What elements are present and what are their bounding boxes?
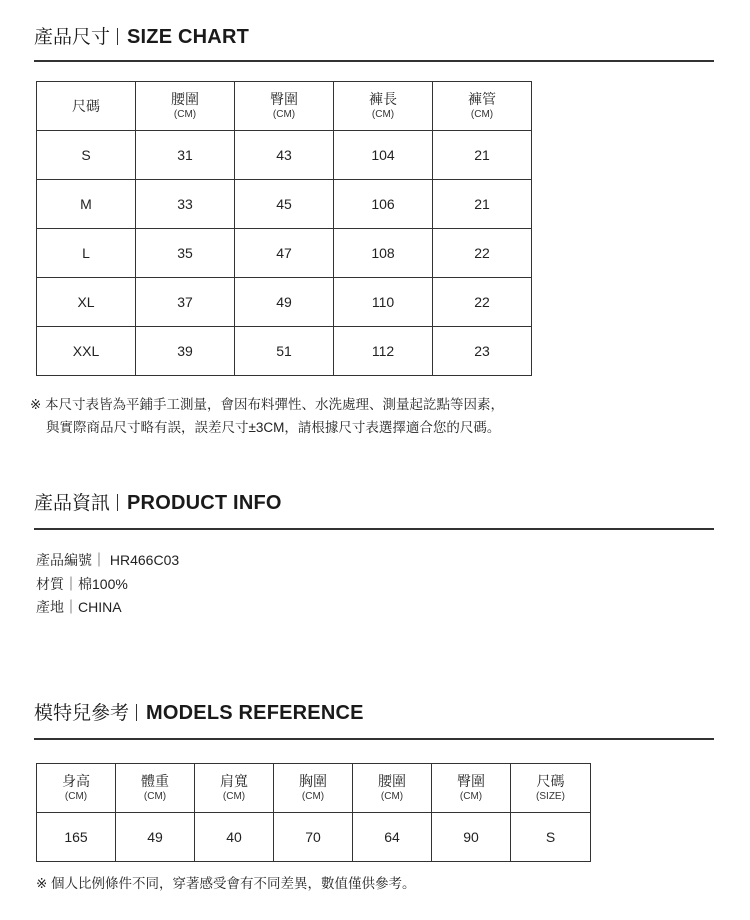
size-cell: S: [37, 131, 136, 180]
models-reference-rule: [34, 738, 714, 740]
size-chart-title: [34, 25, 249, 50]
value-cell: 22: [433, 278, 532, 327]
header-cell: [334, 82, 433, 131]
title-divider: [136, 704, 137, 721]
size-chart-table: [36, 81, 532, 376]
header-unit: (SIZE): [536, 791, 565, 802]
header-unit: (CM): [143, 791, 167, 802]
header-label: 褲長: [369, 91, 397, 107]
size-cell: XXL: [37, 327, 136, 376]
size-cell: XL: [37, 278, 136, 327]
size-chart-title-en: SIZE CHART: [127, 26, 250, 48]
value-cell: 90: [432, 813, 511, 862]
header-unit: (CM): [64, 791, 88, 802]
product-info-title-en: PRODUCT INFO: [127, 492, 282, 514]
header-cell: [37, 82, 136, 131]
header-unit: (CM): [301, 791, 325, 802]
value-cell: 51: [235, 327, 334, 376]
header-label: 尺碼: [72, 97, 100, 114]
header-unit: (CM): [371, 109, 395, 120]
header-cell: [195, 764, 274, 813]
size-chart-title-zh: 產品尺寸: [34, 27, 111, 48]
value-cell: 33: [136, 180, 235, 229]
size-chart-rule: [34, 60, 714, 62]
models-reference-title-en: MODELS REFERENCE: [146, 702, 364, 724]
header-label: 胸圍: [299, 773, 327, 789]
product-code-line: 產品編號｜ HR466C03: [36, 552, 180, 568]
header-label: 腰圍: [378, 773, 406, 789]
header-cell: [511, 764, 591, 813]
origin-line: 產地｜CHINA: [36, 599, 122, 615]
size-chart-note-line2: 與實際商品尺寸略有誤，誤差尺寸±3CM，請根據尺寸表選擇適合您的尺碼。: [46, 420, 501, 435]
size-cell: M: [37, 180, 136, 229]
value-cell: 35: [136, 229, 235, 278]
table-row: [37, 229, 532, 278]
title-divider: [117, 28, 118, 45]
header-cell: [433, 82, 532, 131]
header-cell: [274, 764, 353, 813]
value-cell: 104: [334, 131, 433, 180]
table-row: [37, 131, 532, 180]
size-chart-header-row: [37, 82, 532, 131]
header-cell: [235, 82, 334, 131]
value-cell: 21: [433, 180, 532, 229]
value-cell: 22: [433, 229, 532, 278]
header-label: 褲管: [468, 91, 496, 107]
models-reference-title: [34, 701, 364, 726]
value-cell: 165: [37, 813, 116, 862]
header-unit: (CM): [222, 791, 246, 802]
table-row: [37, 278, 532, 327]
models-reference-note: ※ 個人比例條件不同，穿著感受會有不同差異，數值僅供參考。: [36, 876, 416, 891]
value-cell: 47: [235, 229, 334, 278]
header-cell: [353, 764, 432, 813]
value-cell: 45: [235, 180, 334, 229]
table-row: [37, 180, 532, 229]
table-row: [37, 327, 532, 376]
header-cell: [136, 82, 235, 131]
value-cell: 21: [433, 131, 532, 180]
header-label: 肩寬: [220, 773, 248, 789]
models-reference-table: [36, 763, 591, 862]
value-cell: 40: [195, 813, 274, 862]
models-reference-title-zh: 模特兒參考: [34, 703, 130, 724]
value-cell: 70: [274, 813, 353, 862]
value-cell: 31: [136, 131, 235, 180]
value-cell: 39: [136, 327, 235, 376]
header-label: 臀圍: [270, 91, 298, 107]
value-cell: 49: [116, 813, 195, 862]
table-row: [37, 813, 591, 862]
value-cell: 64: [353, 813, 432, 862]
product-info-rule: [34, 528, 714, 530]
title-divider: [117, 494, 118, 511]
value-cell: 37: [136, 278, 235, 327]
value-cell: 108: [334, 229, 433, 278]
value-cell: S: [511, 813, 591, 862]
header-cell: [116, 764, 195, 813]
size-chart-note-line1: ※ 本尺寸表皆為平鋪手工測量，會因布料彈性、水洗處理、測量起訖點等因素，: [30, 397, 505, 412]
header-unit: (CM): [459, 791, 483, 802]
header-unit: (CM): [470, 109, 494, 120]
value-cell: 106: [334, 180, 433, 229]
value-cell: 112: [334, 327, 433, 376]
product-info-title-zh: 產品資訊: [34, 493, 111, 514]
header-unit: (CM): [272, 109, 296, 120]
header-cell: [432, 764, 511, 813]
header-cell: [37, 764, 116, 813]
value-cell: 110: [334, 278, 433, 327]
value-cell: 23: [433, 327, 532, 376]
header-label: 身高: [62, 773, 90, 789]
header-unit: (CM): [380, 791, 404, 802]
product-info-title: [34, 491, 282, 516]
header-label: 腰圍: [171, 91, 199, 107]
value-cell: 49: [235, 278, 334, 327]
header-label: 尺碼: [536, 773, 565, 789]
material-line: 材質｜棉100%: [36, 576, 128, 592]
header-label: 體重: [141, 773, 169, 789]
models-header-row: [37, 764, 591, 813]
header-unit: (CM): [173, 109, 197, 120]
value-cell: 43: [235, 131, 334, 180]
header-label: 臀圍: [457, 773, 485, 789]
size-cell: L: [37, 229, 136, 278]
